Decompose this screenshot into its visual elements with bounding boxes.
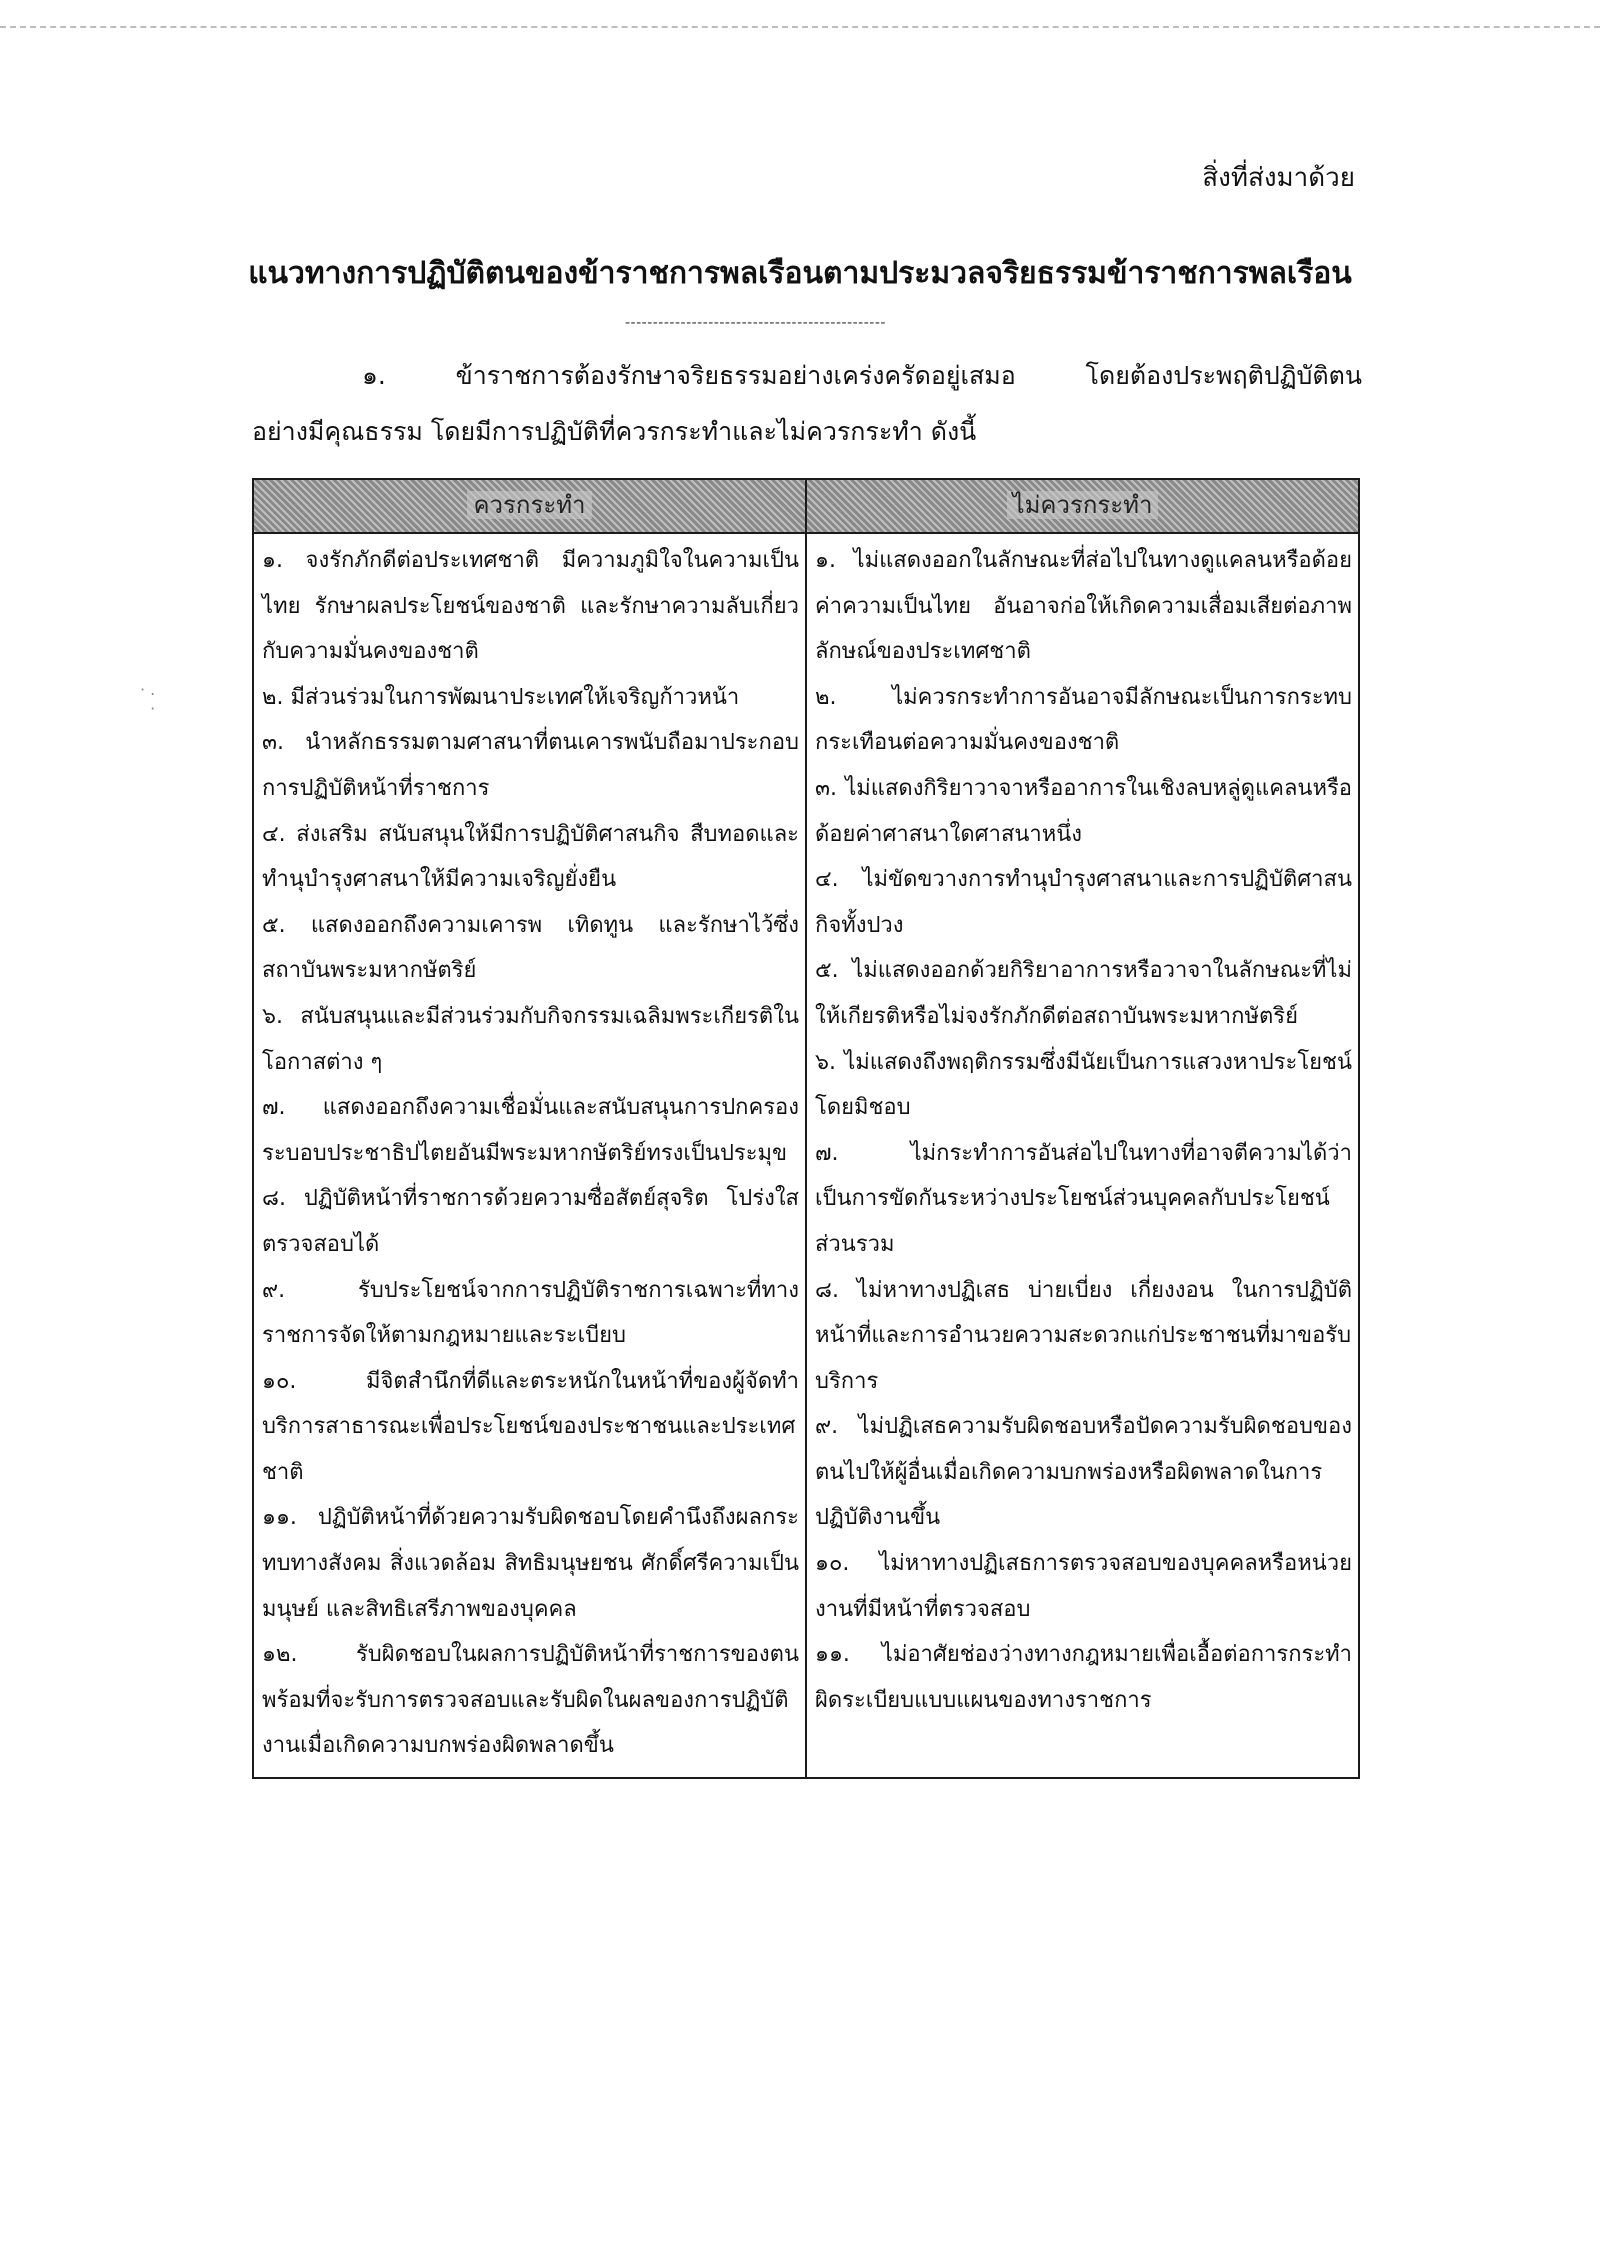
should-do-item: ๘. ปฏิบัติหน้าที่ราชการด้วยความซื่อสัตย์สุจริต โปร่งใสตรวจสอบได้ <box>262 1186 799 1257</box>
intro-paragraph <box>252 348 1362 460</box>
enclosure-label: สิ่งที่ส่งมาด้วย <box>1202 163 1355 193</box>
header-should-do-label: ควรกระทำ <box>467 491 591 519</box>
header-should-do <box>253 479 806 533</box>
should-do-item: ๔. ส่งเสริม สนับสนุนให้มีการปฏิบัติศาสนกิจ สืบทอดและทำนุบำรุงศาสนาให้มีความเจริญยั่งยืน <box>262 821 799 893</box>
should-not-do-column <box>806 533 1359 1778</box>
should-do-item: ๑. จงรักภักดีต่อประเทศชาติ มีความภูมิใจในความเป็นไทย รักษาผลประโยชน์ของชาติ และรักษาความลับเกี่ยวกับความมั่นคงของชาติ <box>262 548 799 665</box>
should-do-item: ๓. นำหลักธรรมตามศาสนาที่ตนเคารพนับถือมาประกอบการปฏิบัติหน้าที่ราชการ <box>262 730 799 801</box>
should-not-do-item: ๖. ไม่แสดงถึงพฤติกรรมซึ่งมีนัยเป็นการแสวงหาประโยชน์โดยมิชอบ <box>815 1049 1352 1121</box>
should-do-item: ๖. สนับสนุนและมีส่วนร่วมกับกิจกรรมเฉลิมพระเกียรติในโอกาสต่าง ๆ <box>262 1003 799 1075</box>
table-header-row <box>253 479 1359 533</box>
should-not-do-item: ๑๐. ไม่หาทางปฏิเสธการตรวจสอบของบุคคลหรือหน่วยงานที่มีหน้าที่ตรวจสอบ <box>815 1551 1352 1622</box>
should-not-do-item: ๓. ไม่แสดงกิริยาวาจาหรืออาการในเชิงลบหลู่ดูแคลนหรือด้อยค่าศาสนาใดศาสนาหนึ่ง <box>815 775 1352 847</box>
should-not-do-item: ๑๑. ไม่อาศัยช่องว่างทางกฎหมายเพื่อเอื้อต่อการกระทำผิดระเบียบแบบแผนของทางราชการ <box>815 1642 1352 1713</box>
intro-line-2: อย่างมีคุณธรรม โดยมีการปฏิบัติที่ควรกระทำและไม่ควรกระทำ ดังนี้ <box>252 417 977 446</box>
should-not-do-item: ๗. ไม่กระทำการอันส่อไปในทางที่อาจตีความได้ว่าเป็นการขัดกันระหว่างประโยชน์ส่วนบุคคลกับประโยชน์ส่วนรวม <box>815 1140 1352 1257</box>
should-do-item: ๑๒. รับผิดชอบในผลการปฏิบัติหน้าที่ราชการของตนพร้อมที่จะรับการตรวจสอบและรับผิดในผลของการปฏิบัติงานเมื่อเกิดความบกพร่องผิดพลาดขึ้น <box>262 1642 799 1759</box>
should-do-item: ๕. แสดงออกถึงความเคารพ เทิดทูน และรักษาไว้ซึ่งสถาบันพระมหากษัตริย์ <box>262 912 799 984</box>
should-not-do-item: ๔. ไม่ขัดขวางการทำนุบำรุงศาสนาและการปฏิบัติศาสนกิจทั้งปวง <box>815 867 1352 938</box>
should-do-item: ๙. รับประโยชน์จากการปฏิบัติราชการเฉพาะที่ทางราชการจัดให้ตามกฎหมายและระเบียบ <box>262 1277 799 1349</box>
header-should-not-do-label: ไม่ควรกระทำ <box>1007 491 1159 519</box>
document-title: แนวทางการปฏิบัติตนของข้าราชการพลเรือนตามประมวลจริยธรรมข้าราชการพลเรือน <box>248 256 1352 291</box>
should-do-item: ๒. มีส่วนร่วมในการพัฒนาประเทศให้เจริญก้าวหน้า <box>262 684 740 710</box>
intro-line-1: ๑. ข้าราชการต้องรักษาจริยธรรมอย่างเคร่งครัดอยู่เสมอ โดยต้องประพฤติปฏิบัติตน <box>362 361 1362 390</box>
should-not-do-item: ๒. ไม่ควรกระทำการอันอาจมีลักษณะเป็นการกระทบกระเทือนต่อความมั่นคงของชาติ <box>815 684 1352 756</box>
should-not-do-item: ๘. ไม่หาทางปฏิเสธ บ่ายเบี่ยง เกี่ยงงอน ในการปฏิบัติหน้าที่และการอำนวยความสะดวกแก่ประชาชนที่มาขอรับบริการ <box>815 1277 1352 1394</box>
should-not-do-item: ๑. ไม่แสดงออกในลักษณะที่ส่อไปในทางดูแคลนหรือด้อยค่าความเป็นไทย อันอาจก่อให้เกิดความเสื่อมเสียต่อภาพลักษณ์ของประเทศชาติ <box>815 548 1352 665</box>
should-do-item: ๗. แสดงออกถึงความเชื่อมั่นและสนับสนุนการปกครองระบอบประชาธิปไตยอันมีพระมหากษัตริย์ทรงเป็นประมุข <box>262 1095 799 1166</box>
table-body-row <box>253 533 1359 1778</box>
title-underline-rule: ----------------------------------------------- <box>625 315 886 331</box>
should-do-item: ๑๐. มีจิตสำนึกที่ดีและตระหนักในหน้าที่ของผู้จัดทำบริการสาธารณะเพื่อประโยชน์ของประชาชนและประเทศชาติ <box>262 1368 799 1485</box>
header-should-not-do <box>806 479 1359 533</box>
scan-speckle: · . · <box>140 680 156 718</box>
should-do-item: ๑๑. ปฏิบัติหน้าที่ด้วยความรับผิดชอบโดยคำนึงถึงผลกระทบทางสังคม สิ่งแวดล้อม สิทธิมนุษยชน ศักดิ์ศรีความเป็นมนุษย์ และสิทธิเสรีภาพของบุคคล <box>262 1505 799 1622</box>
should-not-do-item: ๕. ไม่แสดงออกด้วยกิริยาอาการหรือวาจาในลักษณะที่ไม่ให้เกียรติหรือไม่จงรักภักดีต่อสถาบันพระมหากษัตริย์ <box>815 958 1352 1029</box>
ethics-table <box>252 478 1360 1779</box>
scan-top-edge <box>0 26 1600 28</box>
should-do-column <box>253 533 806 1778</box>
should-not-do-item: ๙. ไม่ปฏิเสธความรับผิดชอบหรือปัดความรับผิดชอบของตนไปให้ผู้อื่นเมื่อเกิดความบกพร่องหรือผิดพลาดในการปฏิบัติงานขึ้น <box>815 1414 1352 1531</box>
